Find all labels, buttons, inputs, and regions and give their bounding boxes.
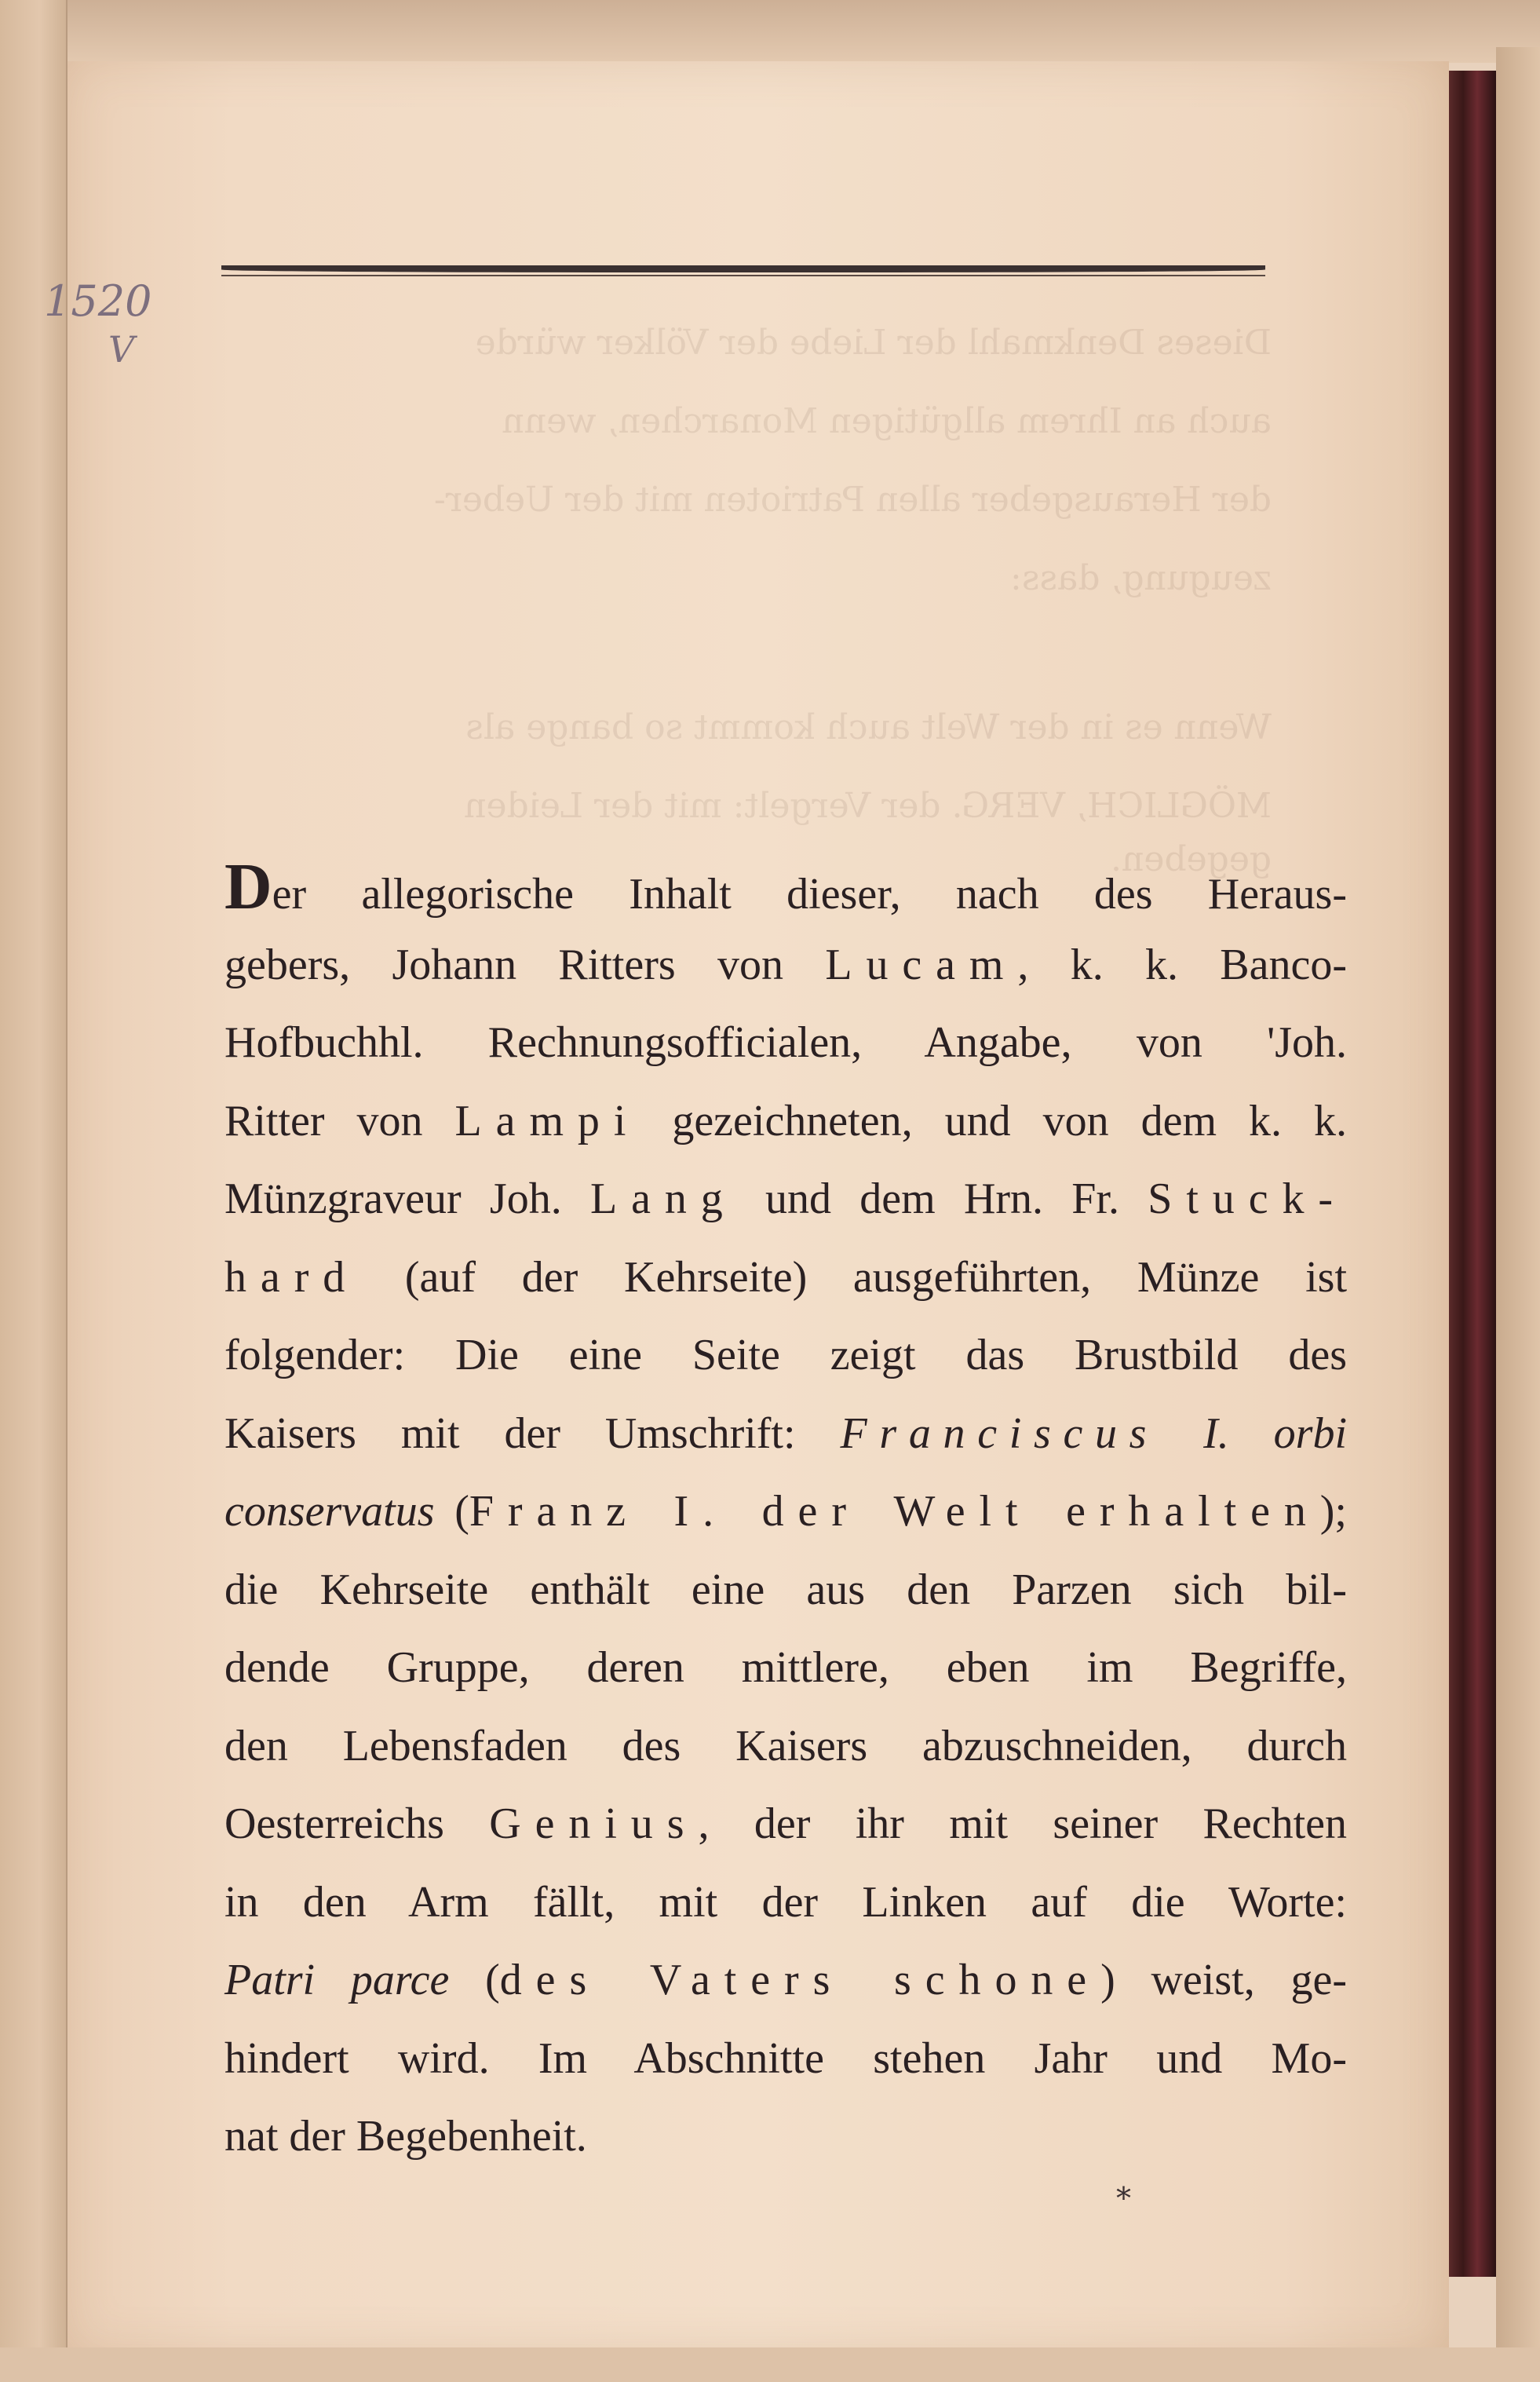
text-segment: Stuck- [1148, 1175, 1347, 1223]
header-rule [221, 265, 1265, 272]
bottom-edge [0, 2347, 1540, 2382]
pencil-shelfmark-number: 1520 [44, 276, 152, 326]
text-line [224, 1942, 1347, 2020]
text-segment: Ritter von [224, 1096, 455, 1145]
text-segment: Münzgraveur Joh. [224, 1175, 590, 1223]
text-segment: gezeichneten, und von dem k. k. [640, 1096, 1348, 1145]
show-through-line: zeugung, dass: [1010, 558, 1272, 598]
text-segment: ( [449, 1956, 500, 2004]
show-through-line: der Herausgeber allen Patrioten mit der Ueber- [433, 480, 1272, 520]
show-through-line: auch an Ihrem allgütigen Monarchen, wenn [502, 401, 1272, 441]
show-through-line: MÖGLICH, VERG. der Vergelt: mit der Leiden [464, 786, 1272, 826]
text-line [224, 1395, 1347, 1474]
body-paragraph [224, 848, 1347, 2176]
text-line [224, 1551, 1347, 1630]
text-segment: I. orbi [1159, 1408, 1348, 1458]
text-line [224, 1083, 1347, 1161]
text-segment: des Vaters schone [499, 1956, 1101, 2004]
text-segment: Lucam [825, 940, 1018, 989]
text-segment: die Kehrseite enthält eine aus den Parzen sich bil- [224, 1565, 1347, 1614]
text-line [224, 1317, 1347, 1395]
show-through-line: Wenn es in der Welt auch kommt so bange als [465, 707, 1272, 747]
text-segment: Oesterreichs [224, 1799, 490, 1848]
text-line [224, 2098, 1347, 2176]
text-line [224, 1785, 1347, 1864]
text-segment: hindert wird. Im Abschnitte stehen Jahr und Mo- [224, 2033, 1347, 2083]
text-line [224, 1239, 1347, 1317]
text-segment: nat der Begebenheit. [224, 2112, 587, 2161]
text-segment: er allegorische Inhalt dieser, nach des Heraus- [272, 870, 1347, 919]
text-line [224, 1629, 1347, 1708]
text-segment: Patri parce [224, 1956, 450, 2004]
text-segment: den Lebensfaden des Kaisers abzuschneiden, durch [224, 1721, 1347, 1770]
text-segment: Genius [489, 1799, 699, 1848]
top-edge-shadow [0, 0, 1540, 63]
text-line [224, 1004, 1347, 1083]
text-line [224, 1160, 1347, 1239]
signature-mark: * [1116, 2181, 1131, 2216]
text-segment: und dem Hrn. Fr. [736, 1175, 1148, 1223]
text-segment: gebers, Johann Ritters von [224, 940, 826, 989]
drop-cap: D [224, 850, 272, 923]
header-rule-thin [221, 275, 1265, 276]
text-segment: Lampi [454, 1096, 640, 1145]
text-segment: dende Gruppe, deren mittlere, eben im Begriffe, [224, 1643, 1347, 1692]
text-segment: Franz I. der Welt erhalten [469, 1487, 1320, 1536]
text-line [224, 926, 1347, 1005]
text-segment: hard [224, 1252, 359, 1302]
text-segment: Lang [589, 1175, 737, 1223]
text-line [224, 1473, 1347, 1551]
spine-background [1496, 47, 1540, 2382]
pencil-shelfmark-letter: V [108, 328, 135, 371]
text-segment: , k. k. Banco- [1017, 940, 1347, 989]
text-segment: Franciscus [840, 1408, 1159, 1458]
text-segment: in den Arm fällt, mit der Linken auf die Worte: [224, 1877, 1347, 1927]
text-segment: conservatus [224, 1487, 435, 1536]
text-line [224, 848, 1347, 926]
text-segment: ); [1319, 1487, 1347, 1536]
text-segment: ( [434, 1487, 469, 1536]
text-line [224, 1708, 1347, 1786]
text-segment: (auf der Kehrseite) ausgeführten, Münze ist [359, 1252, 1347, 1302]
text-segment: folgender: Die eine Seite zeigt das Brustbild des [224, 1331, 1347, 1379]
text-segment: Kaisers mit der Umschrift: [224, 1408, 841, 1458]
text-segment: Hofbuchhl. Rechnungsofficialen, Angabe, von 'Joh. [224, 1018, 1347, 1067]
text-segment: , der ihr mit seiner Rechten [698, 1799, 1347, 1848]
text-line [224, 2020, 1347, 2099]
facing-page-edge [0, 0, 68, 2382]
show-through-line: gegeben. [1111, 839, 1272, 879]
book-spine [1449, 71, 1496, 2277]
show-through-line: Dieses Denkmahl der Liebe der Völker würde [475, 323, 1272, 363]
text-line [224, 1864, 1347, 1942]
text-segment: ) weist, ge- [1100, 1956, 1347, 2004]
